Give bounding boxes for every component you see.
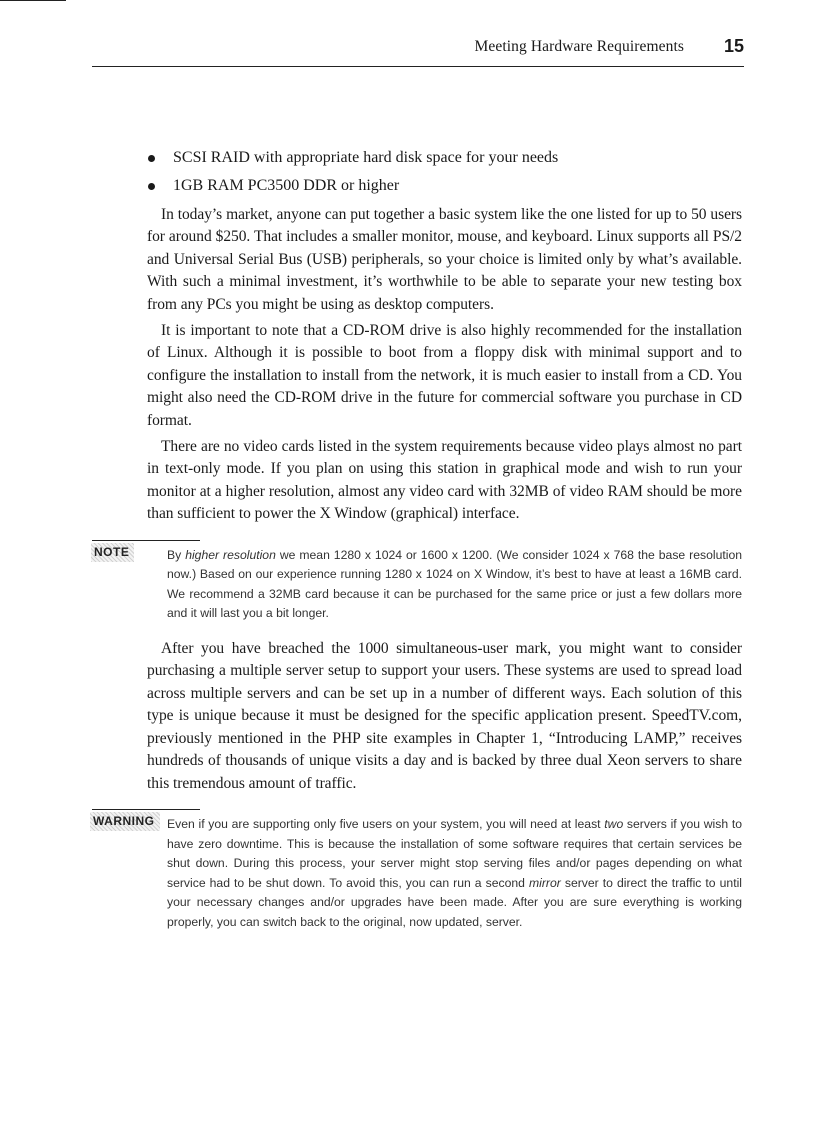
list-item [147, 172, 742, 200]
note-text-body: we mean 1280 x 1024 or 1600 x 1200. (We consider 1024 x 768 the base resolution now.) Based on our experience running 1280 x 1024 on X Window, it’s best to have at least a 16MB card. We recommend a 32MB card because it can be purchased for the same price or just a few dollars more and it will last you a bit longer. [167, 547, 743, 621]
note-text [167, 540, 742, 624]
warning-text [167, 809, 742, 933]
callout-rule [92, 540, 200, 541]
crop-mark [0, 0, 66, 1]
running-header [92, 36, 744, 67]
list-item-text: SCSI RAID with appropriate hard disk space for your needs [173, 149, 559, 166]
chapter-title: Meeting Hardware Requirements [474, 38, 684, 55]
warning-label: WARNING [90, 812, 160, 831]
warning-text-part: servers if you wish to have zero downtime. This is because the installation of some software requires that certain services be shut down. During this process, your server might stop serving files and/or pages depending on what service had to be shut down. To avoid this, you can run a second [167, 816, 742, 890]
paragraph: It is important to note that a CD-ROM drive is also highly recommended for the installation of Linux. Although it is possible to boot from a floppy disk with minimal support and to configure the installation to install from the network, it is much easier to install from a CD. You might also need the CD-ROM drive in the future for commercial software you purchase in CD format. [147, 322, 742, 429]
bullet-icon [148, 183, 155, 190]
paragraph: In today’s market, anyone can put together a basic system like the one listed for up to 50 users for around $250. That includes a smaller monitor, mouse, and keyboard. Linux supports all PS/2 and Universal Serial Bus (USB) peripherals, so your choice is limited only by what’s available. With such a minimal investment, it’s worthwhile to be able to separate your new testing box from any PCs you might be using as desktop computers. [147, 206, 742, 313]
note-emphasis: higher resolution [185, 547, 276, 562]
note-text-prefix: By [167, 547, 186, 562]
warning-callout [93, 809, 742, 933]
callout-rule [92, 809, 200, 810]
warning-emphasis: mirror [528, 875, 561, 890]
list-item-text: 1GB RAM PC3500 DDR or higher [173, 177, 400, 194]
list-item [147, 144, 742, 172]
page-body [93, 144, 743, 946]
warning-text-part: Even if you are supporting only five users on your system, you will need at least [167, 816, 605, 831]
paragraph: There are no video cards listed in the system requirements because video plays almost no part in text-only mode. If you plan on using this station in graphical mode and wish to run your monitor at a higher resolution, almost any video card with 32MB of video RAM should be more than sufficient to power the X Window (graphical) interface. [147, 438, 742, 523]
warning-emphasis: two [604, 816, 624, 831]
note-label: NOTE [91, 543, 134, 562]
page-number: 15 [723, 36, 744, 56]
warning-text-part: server to direct the traffic to until your necessary changes and/or upgrades have been made. After you are sure everything is working properly, you can switch back to the original, now updated, server. [167, 875, 742, 929]
paragraph: After you have breached the 1000 simultaneous-user mark, you might want to consider purchasing a multiple server setup to support your users. These systems are used to spread load across multiple servers and can be set up in a number of different ways. Each solution of this type is unique because it must be designed for the specific application present. SpeedTV.com, previously mentioned in the PHP site examples in Chapter 1, “Introducing LAMP,” receives hundreds of thousands of unique visits a day and is backed by three dual Xeon servers to share this tremendous amount of traffic. [147, 640, 742, 792]
bullet-icon [148, 155, 155, 162]
bullet-list [147, 144, 742, 200]
note-callout [94, 540, 743, 624]
